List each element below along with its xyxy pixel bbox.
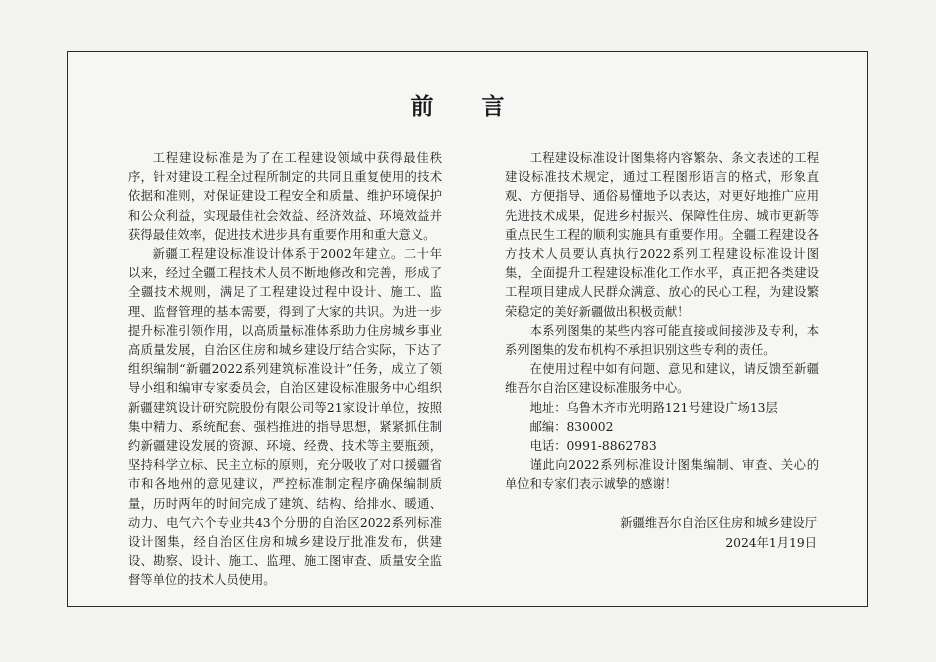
contact-address: 地址：乌鲁木齐市光明路121号建设广场13层: [529, 400, 778, 415]
paragraph: 工程建设标准设计图集将内容繁杂、条文表述的工程建设标准技术规定，通过工程图形语言的格式，形象直观、方便指导、通俗易懂地予以表达，对更好地推广应用先进技术成果，促进乡村振兴、保障性住房、城市更新等重点民生工程的顺利实施具有重要作用。全疆工程建设各方技术人员要认真执行2022系列工程建设标准设计图集，全面提升工程建设标准化工作水平，真正把各类建设工程项目建成人民群众满意、放心的民心工程，为建设繁荣稳定的美好新疆做出积极贡献！: [505, 151, 819, 319]
signature-org: 新疆维吾尔自治区住房和城乡建设厅: [620, 516, 817, 530]
paragraph: 新疆工程建设标准设计体系于2002年建立。二十年以来，经过全疆工程技术人员不断地修改和完善，形成了全疆技术规则，满足了工程建设过程中设计、施工、监理、监督管理的基本需要，得到了大家的共识。为进一步提升标准引领作用，以高质量标准体系助力住房城乡事业高质量发展，自治区住房和城乡建设厅结合实际，下达了组织编制“新疆2022系列建筑标准设计”任务，成立了领导小组和编审专家委员会，自治区建设标准服务中心组织新疆建筑设计研究院股份有限公司等21家设计单位，按照集中精力、系统配套、强档推进的指导思想，紧紧抓住制约新疆建设发展的资源、环境、经费、技术等主要瓶颈，坚持科学立标、民主立标的原则，充分吸收了对口援疆省市和各地州的意见建议，严控标准制定程序确保编制质量，历时两年的时间完成了建筑、结构、给排水、暖通、动力、电气六个专业共43个分册的自治区2022系列标准设计图集，经自治区住房和城乡建设厅批准发布，供建设、勘察、设计、施工、监理、施工图审查、质量安全监督等单位的技术人员使用。: [128, 247, 442, 588]
paragraph: 在使用过程中如有问题、意见和建议，请反馈至新疆维吾尔自治区建设标准服务中心。: [505, 362, 819, 396]
page-frame: [67, 51, 868, 607]
paragraph: 本系列图集的某些内容可能直接或间接涉及专利，本系列图集的发布机构不承担识别这些专利的责任。: [505, 323, 819, 358]
contact-postcode: 邮编：830002: [529, 419, 614, 434]
paragraph: 工程建设标准是为了在工程建设领域中获得最佳秩序，针对建设工程全过程所制定的共同且重复使用的技术依据和准则，对保证建设工程安全和质量、维护环境保护和公众利益，实现最佳社会效益、经济效益、环境效益并获得最佳效率，促进技术进步具有重要作用和重大意义。: [128, 151, 442, 242]
page-title: 前 言: [410, 94, 525, 120]
contact-phone: 电话：0991-8862783: [529, 439, 657, 454]
left-column: [128, 149, 442, 591]
signature-block: [620, 514, 817, 553]
signature-date: 2024年1月19日: [725, 535, 817, 550]
right-column: [505, 149, 819, 495]
paragraph: 谨此向2022系列标准设计图集编制、审查、关心的单位和专家们表示诚挚的感谢！: [505, 458, 819, 492]
